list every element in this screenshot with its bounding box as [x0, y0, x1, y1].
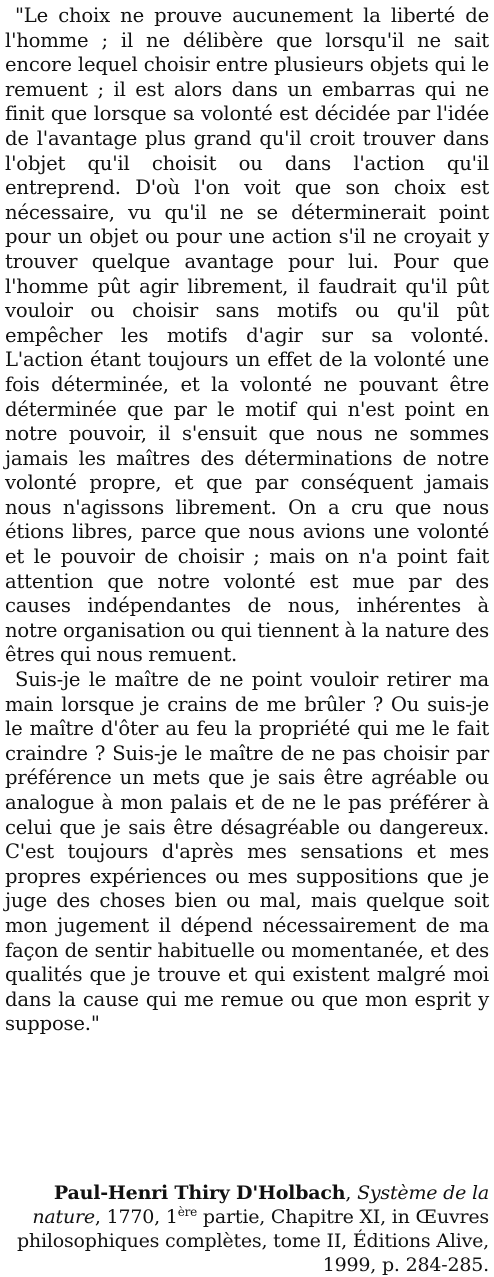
citation-separator: ,	[345, 1182, 358, 1204]
citation-title: Système de la nature	[32, 1182, 489, 1228]
citation-superscript: ère	[177, 1205, 198, 1219]
citation-details-2: partie, Chapitre XI, in Œuvres philosophiques complètes, tome II, Éditions Alive, 1999, p. 284-285.	[16, 1206, 489, 1276]
quote-text	[5, 4, 489, 1037]
citation-details-1: , 1770, 1	[94, 1206, 178, 1228]
quote-paragraph-2: Suis-je le maître de ne point vouloir retirer ma main lorsque je crains de me brûler ? Ou suis-je le maître d'ôter au feu la propriété qui me le fait craindre ? Suis-je le maître de ne pas choisir par préférence un mets que je sais être agréable ou analogue à mon palais et de ne le pas préférer à celui que je sais être désagréable ou dangereux. C'est toujours d'après mes sensations et mes propres expériences ou mes suppositions que je juge des choses bien ou mal, mais quelque soit mon jugement il dépend nécessairement de ma façon de sentir habituelle ou momentanée, et des qualités que je trouve et qui existent malgré moi dans la cause qui me remue ou que mon esprit y suppose."	[5, 668, 489, 1036]
citation-author: Paul-Henri Thiry D'Holbach	[53, 1182, 346, 1204]
quote-paragraph-1: "Le choix ne prouve aucunement la liberté de l'homme ; il ne délibère que lorsqu'il ne sait encore lequel choisir entre plusieurs objets qui le remuent ; il est alors dans un embarras qui ne finit que lorsque sa volonté est décidée par l'idée de l'avantage plus grand qu'il croit trouver dans l'objet qu'il choisit ou dans l'action qu'il entreprend. D'où l'on voit que son choix est nécessaire, vu qu'il ne se déterminerait point pour un objet ou pour une action s'il ne croyait y trouver quelque avantage pour lui. Pour que l'homme pût agir librement, il faudrait qu'il pût vouloir ou choisir sans motifs ou qu'il pût empêcher les motifs d'agir sur sa volonté. L'action étant toujours un effet de la volonté une fois déterminée, et la volonté ne pouvant être déterminée que par le motif qui n'est point en notre pouvoir, il s'ensuit que nous ne sommes jamais les maîtres des déterminations de notre volonté propre, et que par conséquent jamais nous n'agissons librement. On a cru que nous étions libres, parce que nous avions une volonté et le pouvoir de choisir ; mais on n'a point fait attention que notre volonté est mue par des causes indépendantes de nous, inhérentes à notre organisation ou qui tiennent à la nature des êtres qui nous remuent.	[5, 4, 489, 667]
